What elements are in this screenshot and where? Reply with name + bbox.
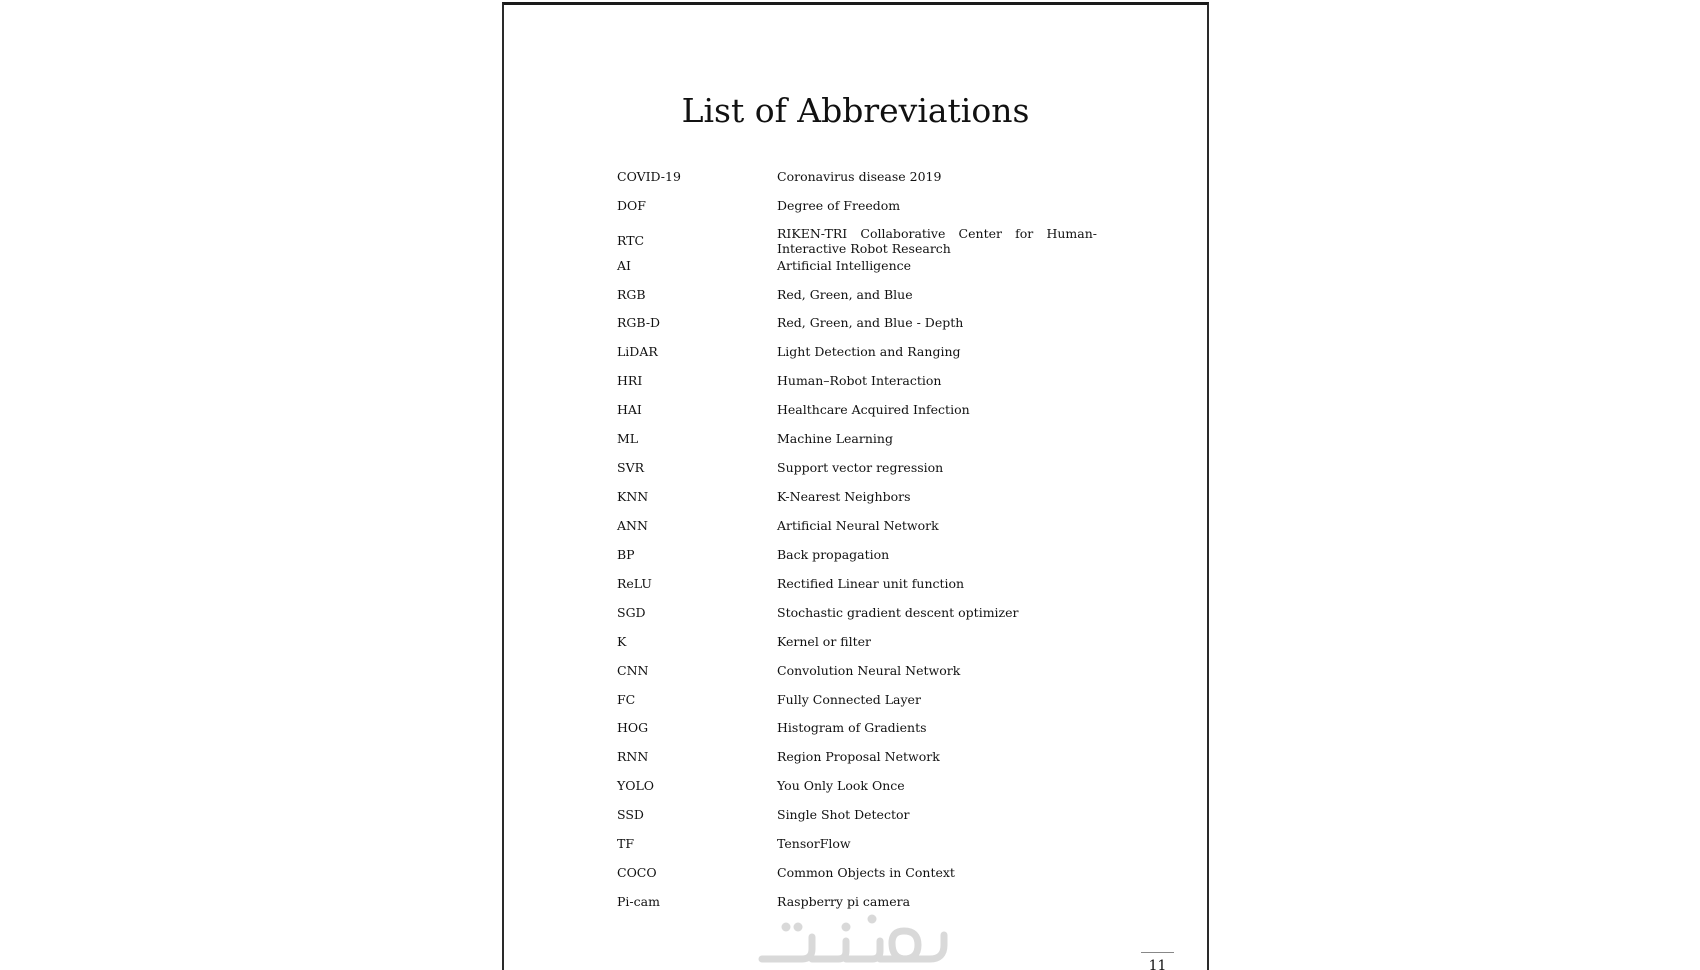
abbreviation-term: SGD: [617, 605, 646, 620]
abbreviation-term: CNN: [617, 663, 649, 678]
abbreviation-definition: Back propagation: [777, 547, 890, 562]
abbreviation-term: ReLU: [617, 576, 652, 591]
abbreviation-term: AI: [617, 258, 631, 273]
document-page: [502, 2, 1209, 970]
abbreviation-definition: Common Objects in Context: [777, 865, 955, 880]
abbreviation-term: RGB-D: [617, 315, 661, 330]
abbreviation-definition: RIKEN-TRI Collaborative Center for Human-Interactive Robot Research: [777, 226, 1097, 256]
abbreviation-definition: Raspberry pi camera: [777, 894, 911, 909]
abbreviation-definition: Healthcare Acquired Infection: [777, 402, 970, 417]
abbreviation-term: Pi-cam: [617, 894, 660, 909]
abbreviation-definition: Histogram of Gradients: [777, 720, 927, 735]
abbreviation-definition: Coronavirus disease 2019: [777, 169, 942, 184]
abbreviation-term: RGB: [617, 287, 646, 302]
abbreviation-definition: Artificial Neural Network: [777, 518, 939, 533]
abbreviation-definition: Support vector regression: [777, 460, 944, 475]
abbreviation-term: ML: [617, 431, 639, 446]
abbreviation-term: ANN: [617, 518, 648, 533]
abbreviation-definition: Red, Green, and Blue: [777, 287, 913, 302]
abbreviation-definition: TensorFlow: [777, 836, 851, 851]
abbreviation-term: FC: [617, 692, 636, 707]
abbreviation-definition: Region Proposal Network: [777, 749, 940, 764]
abbreviation-term: K: [617, 634, 627, 649]
abbreviation-term: SSD: [617, 807, 644, 822]
page-title: List of Abbreviations: [681, 91, 1030, 130]
abbreviation-term: HRI: [617, 373, 643, 388]
abbreviation-term: HOG: [617, 720, 649, 735]
abbreviation-definition: Light Detection and Ranging: [777, 344, 961, 359]
abbreviation-term: BP: [617, 547, 635, 562]
abbreviation-definition: K-Nearest Neighbors: [777, 489, 911, 504]
abbreviation-definition: Convolution Neural Network: [777, 663, 961, 678]
abbreviation-term: RNN: [617, 749, 649, 764]
abbreviation-definition: Artificial Intelligence: [777, 258, 912, 273]
abbreviation-definition: Red, Green, and Blue - Depth: [777, 315, 964, 330]
watermark-logo: [754, 907, 964, 967]
abbreviation-definition: Kernel or filter: [777, 634, 872, 649]
abbreviation-term: YOLO: [617, 778, 655, 793]
abbreviation-definition: Fully Connected Layer: [777, 692, 921, 707]
abbreviation-term: COVID-19: [617, 169, 681, 184]
abbreviation-term: TF: [617, 836, 635, 851]
abbreviation-term: KNN: [617, 489, 649, 504]
abbreviation-definition: Machine Learning: [777, 431, 893, 446]
abbreviation-definition: Degree of Freedom: [777, 198, 901, 213]
abbreviation-definition: You Only Look Once: [777, 778, 905, 793]
abbreviation-term: RTC: [617, 233, 645, 248]
abbreviation-definition: Human–Robot Interaction: [777, 373, 942, 388]
page-number: 11: [1141, 952, 1174, 970]
abbreviation-term: LiDAR: [617, 344, 658, 359]
abbreviation-definition: Stochastic gradient descent optimizer: [777, 605, 1019, 620]
abbreviation-definition: Rectified Linear unit function: [777, 576, 965, 591]
abbreviation-term: COCO: [617, 865, 657, 880]
abbreviation-term: SVR: [617, 460, 645, 475]
abbreviation-definition: Single Shot Detector: [777, 807, 910, 822]
abbreviation-term: DOF: [617, 198, 646, 213]
abbreviation-term: HAI: [617, 402, 642, 417]
